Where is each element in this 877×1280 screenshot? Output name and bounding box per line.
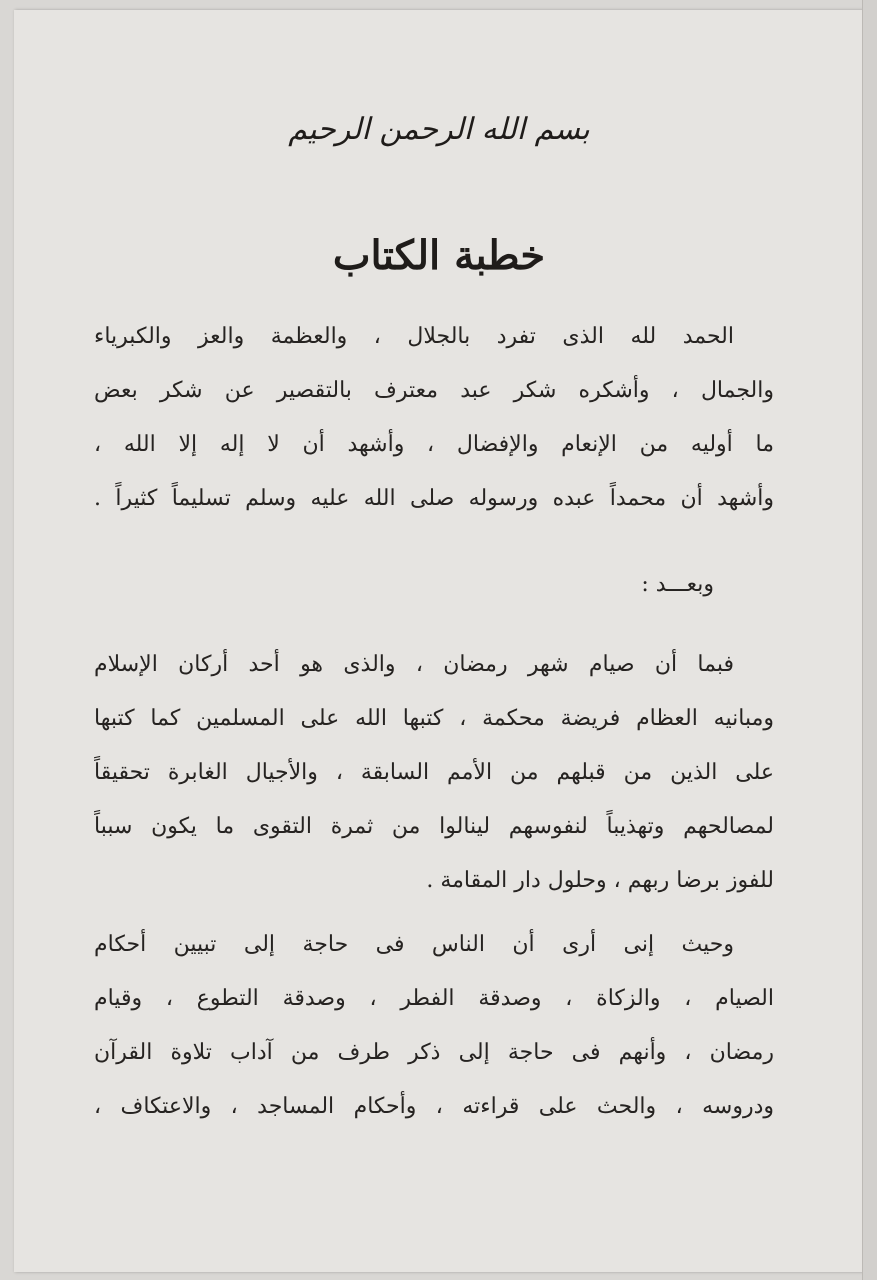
- text-line: لمصالحهم وتهذيباً لنفوسهم لينالوا من ثمرة التقوى ما يكون سبباً: [94, 814, 774, 839]
- page-title: خطبة الكتاب: [332, 232, 546, 279]
- paragraph-reason: [94, 918, 774, 1134]
- paragraph-intro: [94, 310, 774, 526]
- transition-heading: وبعـــد :: [641, 572, 714, 597]
- paragraph-ramadan: [94, 638, 774, 908]
- text-line: للفوز برضا ربهم ، وحلول دار المقامة .: [426, 868, 774, 893]
- text-line: فبما أن صيام شهر رمضان ، والذى هو أحد أركان الإسلام: [94, 652, 734, 677]
- text-line: وأشهد أن محمداً عبده ورسوله صلى الله عليه وسلم تسليماً كثيراً .: [94, 486, 774, 511]
- text-line: وحيث إنى أرى أن الناس فى حاجة إلى تبيين أحكام: [94, 932, 734, 957]
- text-line: ما أوليه من الإنعام والإفضال ، وأشهد أن لا إله إلا الله ،: [94, 432, 774, 457]
- text-line: رمضان ، وأنهم فى حاجة إلى ذكر طرف من آداب تلاوة القرآن: [94, 1040, 774, 1065]
- text-line: على الذين من قبلهم من الأمم السابقة ، والأجيال الغابرة تحقيقاً: [94, 760, 774, 785]
- text-line: ودروسه ، والحث على قراءته ، وأحكام المساجد ، والاعتكاف ،: [94, 1094, 774, 1119]
- text-line: الصيام ، والزكاة ، وصدقة الفطر ، وصدقة التطوع ، وقيام: [94, 986, 774, 1011]
- basmala-calligraphy: بسم الله الرحمن الرحيم: [288, 112, 590, 147]
- text-line: الحمد لله الذى تفرد بالجلال ، والعظمة والعز والكبرياء: [94, 324, 734, 349]
- document-page: [14, 10, 864, 1272]
- page-edge: [862, 0, 877, 1280]
- text-line: والجمال ، وأشكره شكر عبد معترف بالتقصير عن شكر بعض: [94, 378, 774, 403]
- text-line: ومبانيه العظام فريضة محكمة ، كتبها الله على المسلمين كما كتبها: [94, 706, 774, 731]
